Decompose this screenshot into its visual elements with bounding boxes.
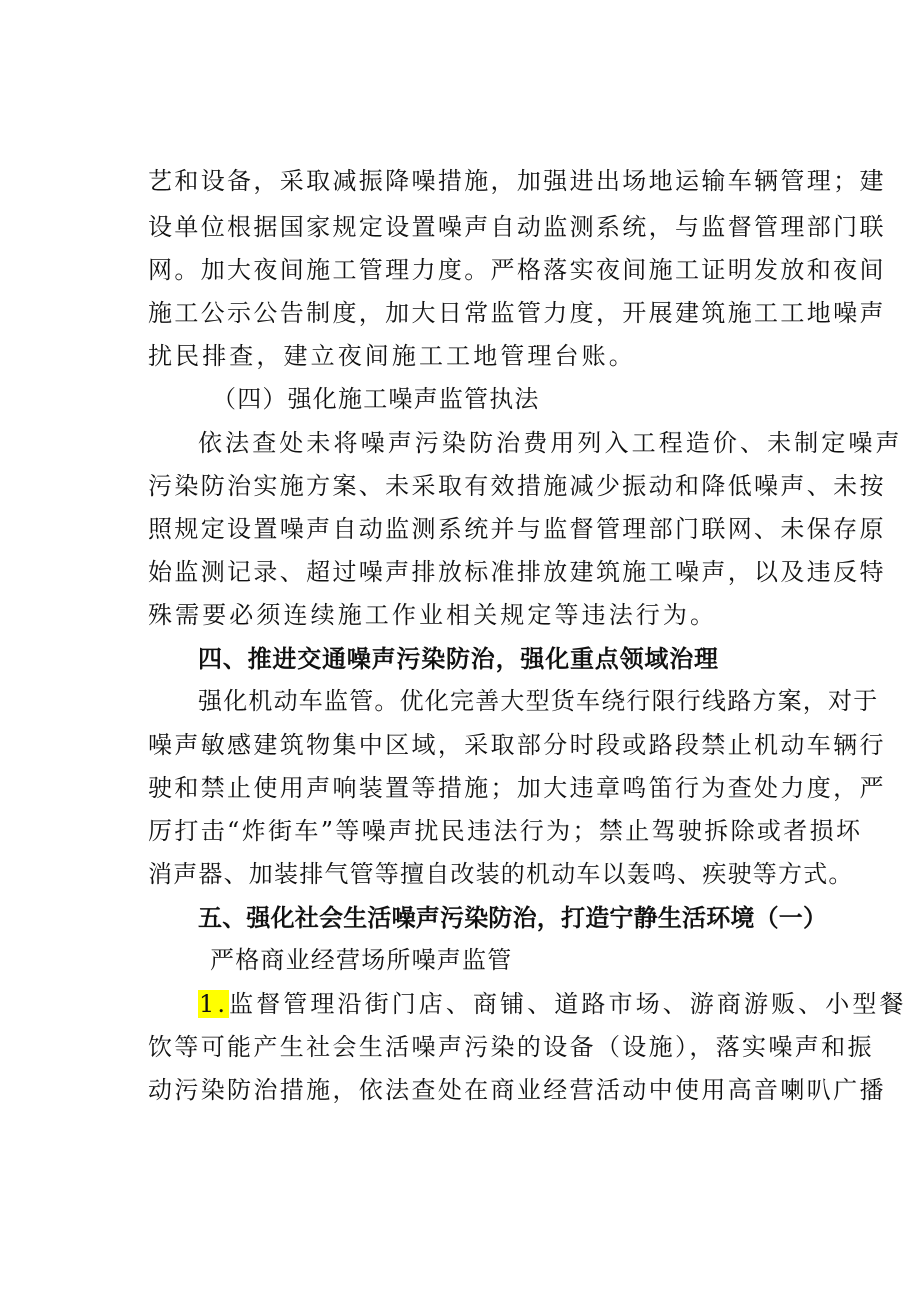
paragraph-d-line-1 xyxy=(198,989,907,1019)
section-heading-four: 四、推进交通噪声污染防治，强化重点领域治理 xyxy=(198,645,719,673)
paragraph-c-line-3: 驶和禁止使用声响装置等措施；加大违章鸣笛行为查处力度，严 xyxy=(148,774,886,802)
paragraph-d-line-1-text: 监督管理沿街门店、商铺、道路市场、游商游贩、小型餐 xyxy=(229,990,907,1018)
paragraph-b-line-5: 殊需要必须连续施工作业相关规定等违法行为。 xyxy=(148,601,718,629)
paragraph-b-line-2: 污染防治实施方案、未采取有效措施减少振动和降低噪声、未按 xyxy=(148,472,886,500)
paragraph-b-line-3: 照规定设置噪声自动监测系统并与监督管理部门联网、未保存原 xyxy=(148,515,886,543)
paragraph-b-line-4: 始监测记录、超过噪声排放标准排放建筑施工噪声，以及违反特 xyxy=(148,558,886,586)
subheading-five-one: 严格商业经营场所噪声监管 xyxy=(210,946,513,974)
paragraph-a-line-4: 施工公示公告制度，加大日常监管力度，开展建筑施工工地噪声 xyxy=(148,299,886,327)
subheading-four: （四）强化施工噪声监管执法 xyxy=(212,385,540,413)
paragraph-c-line-4: 厉打击“炸街车”等噪声扰民违法行为；禁止驾驶拆除或者损坏 xyxy=(148,817,863,845)
paragraph-a-line-5: 扰民排查，建立夜间施工工地管理台账。 xyxy=(148,342,636,370)
list-number-highlight: 1. xyxy=(199,990,229,1018)
paragraph-c-line-5: 消声器、加装排气管等擅自改装的机动车以轰鸣、疾驶等方式。 xyxy=(148,860,854,888)
paragraph-a-line-1: 艺和设备，采取减振降噪措施，加强进出场地运输车辆管理；建 xyxy=(148,167,886,195)
paragraph-c-line-2: 噪声敏感建筑物集中区域，采取部分时段或路段禁止机动车辆行 xyxy=(148,731,886,759)
paragraph-a-line-2: 设单位根据国家规定设置噪声自动监测系统，与监督管理部门联 xyxy=(148,213,886,241)
paragraph-c-line-1: 强化机动车监管。优化完善大型货车绕行限行线路方案，对于 xyxy=(198,687,879,715)
paragraph-b-line-1: 依法查处未将噪声污染防治费用列入工程造价、未制定噪声 xyxy=(198,429,903,457)
paragraph-a-line-3: 网。加大夜间施工管理力度。严格落实夜间施工证明发放和夜间 xyxy=(148,256,886,284)
paragraph-d-line-3: 动污染防治措施，依法查处在商业经营活动中使用高音喇叭广播 xyxy=(148,1076,886,1104)
paragraph-d-line-2: 饮等可能产生社会生活噪声污染的设备（设施），落实噪声和振 xyxy=(148,1033,874,1061)
section-heading-five: 五、强化社会生活噪声污染防治，打造宁静生活环境（一） xyxy=(198,904,828,932)
